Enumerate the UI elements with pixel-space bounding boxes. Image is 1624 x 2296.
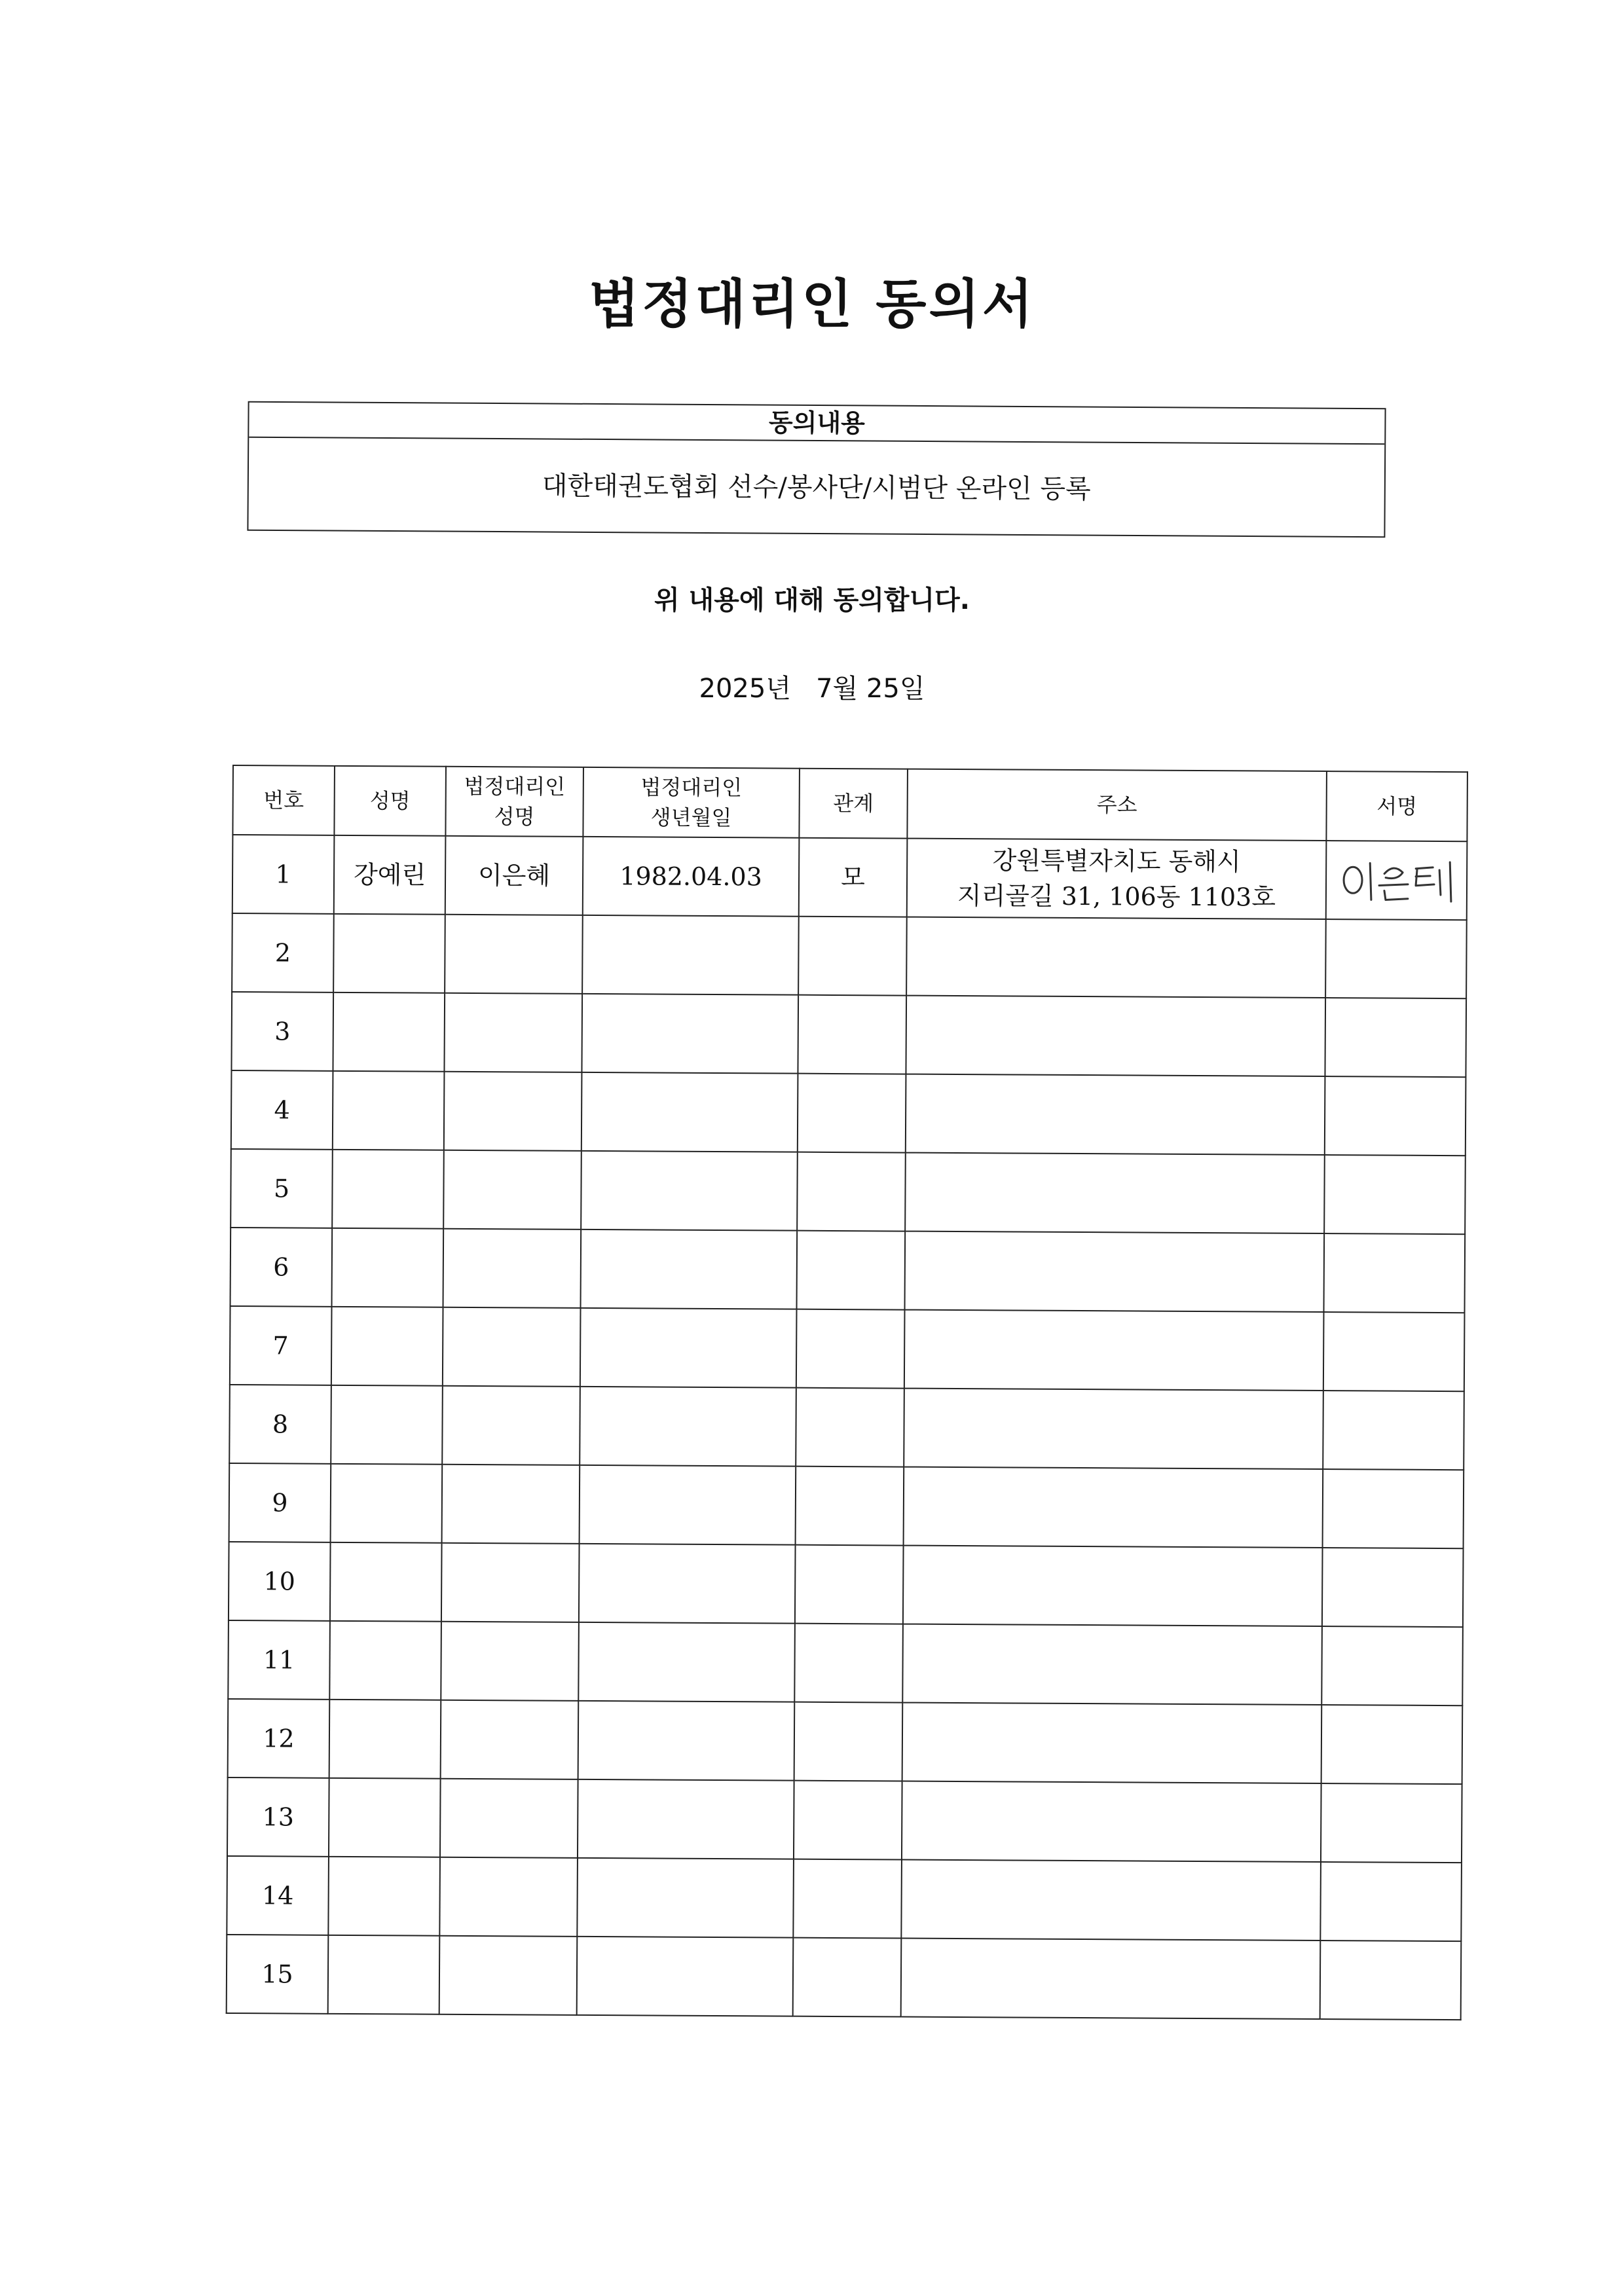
cell-address [901, 1860, 1321, 1941]
cell-name [333, 993, 445, 1072]
handwritten-signature [1334, 854, 1458, 907]
cell-relation [798, 917, 907, 996]
cell-address [901, 1939, 1321, 2019]
cell-birth [580, 1308, 797, 1388]
cell-address [902, 1703, 1322, 1783]
table-row [232, 835, 1467, 920]
guardian-table-wrapper [226, 765, 1467, 2020]
cell-no: 10 [229, 1542, 331, 1621]
cell-signature [1325, 919, 1467, 998]
cell-birth [578, 1622, 795, 1702]
cell-guardian-name [441, 1622, 579, 1701]
cell-name [331, 1385, 443, 1465]
cell-address [904, 1467, 1323, 1548]
cell-guardian-name [440, 1779, 578, 1858]
cell-relation [796, 1309, 905, 1389]
cell-guardian-name [441, 1543, 580, 1622]
cell-address [904, 1310, 1324, 1391]
cell-no: 5 [231, 1149, 333, 1228]
cell-relation [798, 1074, 906, 1153]
cell-birth [581, 994, 798, 1074]
cell-no: 11 [228, 1620, 330, 1700]
header-guardian-birth [583, 767, 800, 838]
cell-birth [581, 1151, 798, 1231]
table-row [231, 1228, 1466, 1313]
date-day: 25일 [866, 674, 925, 704]
table-row [231, 992, 1466, 1077]
cell-signature [1322, 1548, 1464, 1627]
cell-no: 7 [230, 1306, 332, 1385]
cell-signature [1326, 841, 1467, 920]
cell-address [906, 996, 1325, 1076]
table-row [227, 1935, 1462, 2020]
table-row [227, 1777, 1462, 1863]
cell-no: 9 [229, 1463, 331, 1542]
header-guardian-birth-line2: 생년월일 [650, 805, 732, 831]
cell-signature [1321, 1705, 1463, 1784]
cell-no: 15 [227, 1935, 329, 2014]
cell-relation [797, 1231, 906, 1310]
document-date [0, 668, 1624, 705]
header-guardian-name-line2: 성명 [494, 804, 535, 829]
header-relation: 관계 [799, 769, 908, 839]
header-guardian-birth-line1: 법정대리인 [640, 774, 743, 801]
cell-guardian-name [439, 1936, 578, 2015]
cell-name [332, 1228, 444, 1307]
cell-signature [1323, 1391, 1464, 1470]
cell-name [333, 1071, 445, 1150]
cell-signature [1323, 1469, 1464, 1548]
cell-address [906, 917, 1326, 998]
cell-birth [578, 1779, 794, 1859]
cell-signature [1321, 1783, 1462, 1863]
cell-guardian-name [443, 1229, 581, 1308]
cell-birth [581, 1072, 798, 1152]
table-body [227, 835, 1467, 2020]
header-name: 성명 [334, 766, 446, 836]
cell-birth [577, 1937, 794, 2016]
cell-address [903, 1546, 1323, 1626]
cell-name [328, 1857, 440, 1936]
cell-address [907, 839, 1327, 919]
cell-guardian-name [442, 1465, 580, 1544]
cell-name [328, 1935, 440, 2014]
cell-address [906, 1074, 1325, 1155]
cell-birth [582, 915, 799, 995]
address-line1: 강원특별자치도 동해시 [992, 846, 1241, 877]
cell-no: 14 [227, 1856, 329, 1935]
cell-address [902, 1624, 1322, 1705]
table-row [232, 913, 1467, 998]
cell-birth [577, 1858, 794, 1938]
cell-no: 3 [231, 992, 333, 1071]
consent-header: 동의내용 [249, 403, 1384, 445]
cell-relation [795, 1545, 904, 1624]
cell-guardian-name [439, 1857, 578, 1937]
table-row [227, 1856, 1462, 1941]
cell-relation [793, 1938, 902, 2017]
cell-no: 2 [232, 913, 334, 993]
cell-guardian-name [444, 993, 582, 1072]
table-row [229, 1463, 1464, 1548]
cell-birth [580, 1387, 796, 1467]
cell-address [905, 1231, 1325, 1312]
cell-guardian-name [445, 915, 583, 994]
cell-relation [794, 1702, 903, 1781]
cell-relation [797, 1152, 906, 1231]
agreement-statement: 위 내용에 대해 동의합니다. [654, 585, 970, 615]
cell-guardian-name [444, 1072, 582, 1151]
table-row [230, 1306, 1465, 1391]
table-row [231, 1149, 1466, 1234]
cell-name [329, 1778, 441, 1857]
cell-relation [793, 1859, 902, 1939]
cell-relation [798, 995, 906, 1074]
table-row [229, 1385, 1464, 1470]
date-year: 2025년 [699, 674, 791, 704]
header-no: 번호 [232, 765, 335, 835]
consent-content: 대한태권도협회 선수/봉사단/시범단 온라인 등록 [542, 471, 1091, 505]
cell-signature [1324, 1233, 1466, 1313]
header-signature: 서명 [1326, 771, 1467, 841]
cell-birth [578, 1701, 795, 1781]
cell-guardian-name [443, 1307, 581, 1387]
cell-birth [580, 1465, 796, 1545]
cell-signature [1321, 1626, 1463, 1705]
document-title: 법정대리인 동의서 [588, 274, 1036, 335]
cell-guardian-name [442, 1386, 580, 1465]
cell-name [332, 1150, 444, 1229]
cell-no: 12 [228, 1699, 330, 1778]
cell-no: 6 [231, 1228, 333, 1307]
cell-address [904, 1389, 1323, 1469]
cell-name [331, 1307, 443, 1386]
cell-guardian-name: 이은혜 [445, 836, 583, 915]
cell-no: 1 [232, 835, 335, 914]
cell-guardian-name [443, 1150, 581, 1230]
cell-name [330, 1542, 442, 1622]
table-header-row [232, 765, 1467, 841]
cell-birth: 1982.04.03 [583, 837, 800, 917]
header-address: 주소 [907, 769, 1327, 841]
cell-no: 8 [229, 1385, 331, 1464]
cell-address [902, 1781, 1321, 1862]
table-row [231, 1070, 1466, 1156]
cell-no: 13 [227, 1777, 329, 1857]
cell-name [331, 1464, 443, 1543]
cell-signature [1325, 1076, 1466, 1156]
cell-birth [579, 1544, 796, 1624]
address-line2: 지리골길 31, 106동 1103호 [957, 881, 1276, 912]
table-row [229, 1542, 1464, 1627]
cell-no: 4 [231, 1070, 333, 1150]
consent-box [247, 401, 1386, 538]
cell-signature [1320, 1941, 1462, 2020]
cell-relation [796, 1388, 904, 1467]
cell-signature [1323, 1312, 1465, 1391]
cell-name [329, 1700, 441, 1779]
header-guardian-name-line1: 법정대리인 [464, 773, 566, 799]
cell-relation: 모 [799, 838, 908, 917]
cell-relation [794, 1624, 903, 1703]
cell-guardian-name [441, 1700, 579, 1779]
cell-relation [796, 1467, 904, 1546]
cell-relation [794, 1781, 902, 1860]
cell-name [333, 914, 445, 993]
guardian-table [226, 765, 1468, 2020]
cell-signature [1325, 998, 1466, 1077]
cell-address [905, 1153, 1325, 1233]
cell-name [329, 1621, 441, 1700]
cell-signature [1320, 1862, 1462, 1941]
table-row [228, 1620, 1463, 1705]
cell-signature [1324, 1155, 1466, 1234]
cell-name: 강예린 [334, 835, 446, 915]
table-row [228, 1699, 1463, 1784]
date-month: 7월 [816, 674, 858, 704]
cell-birth [581, 1230, 798, 1309]
header-guardian-name [445, 767, 583, 837]
